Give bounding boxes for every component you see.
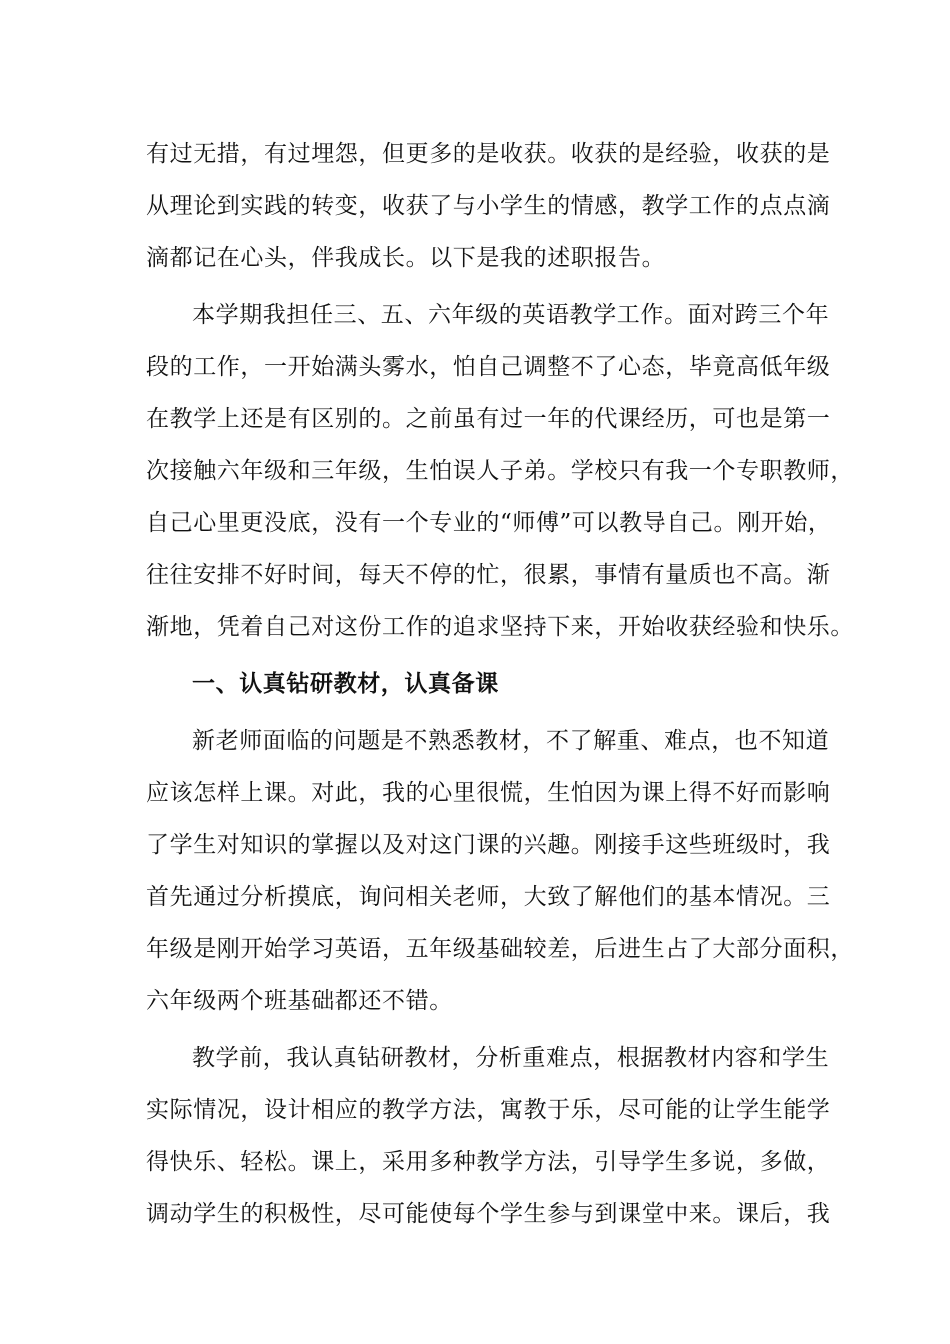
- section-heading-1: [146, 658, 806, 710]
- text-line: 从理论到实践的转变，收获了与小学生的情感，教学工作的点点滴: [146, 193, 831, 219]
- section-heading: 一、认真钻研教材，认真备课: [192, 670, 499, 697]
- text-line: 得快乐、轻松。课上，采用多种教学方法，引导学生多说，多做，: [146, 1149, 831, 1175]
- text-line: 六年级两个班基础都还不错。: [146, 988, 453, 1014]
- text-line: 往往安排不好时间，每天不停的忙，很累，事情有量质也不高。渐: [146, 562, 831, 588]
- text-line: 渐地，凭着自己对这份工作的追求坚持下来，开始收获经验和快乐。: [146, 614, 854, 640]
- text-line: 次接触六年级和三年级，生怕误人子弟。学校只有我一个专职教师，: [146, 458, 854, 484]
- text-line: 段的工作，一开始满头雾水，怕自己调整不了心态，毕竟高低年级: [146, 354, 831, 380]
- text-line: 新老师面临的问题是不熟悉教材，不了解重、难点，也不知道: [192, 728, 830, 754]
- text-line: 实际情况，设计相应的教学方法，寓教于乐，尽可能的让学生能学: [146, 1097, 831, 1123]
- text-line: 了学生对知识的掌握以及对这门课的兴趣。刚接手这些班级时，我: [146, 832, 831, 858]
- text-line: 首先通过分析摸底，询问相关老师，大致了解他们的基本情况。三: [146, 884, 831, 910]
- text-line: 滴都记在心头，伴我成长。以下是我的述职报告。: [146, 245, 666, 271]
- text-line: 有过无措，有过埋怨，但更多的是收获。收获的是经验，收获的是: [146, 141, 831, 167]
- paragraph-before-teaching: [146, 1032, 831, 1240]
- text-line: 应该怎样上课。对此，我的心里很慌，生怕因为课上得不好而影响: [146, 780, 831, 806]
- text-line: 本学期我担任三、五、六年级的英语教学工作。面对跨三个年: [192, 302, 830, 328]
- text-line: 调动学生的积极性，尽可能使每个学生参与到课堂中来。课后，我: [146, 1201, 831, 1227]
- paragraph-new-teacher: [146, 715, 854, 1027]
- paragraph-intro: [146, 128, 831, 284]
- paragraph-semester: [146, 289, 854, 653]
- text-line: 在教学上还是有区别的。之前虽有过一年的代课经历，可也是第一: [146, 406, 831, 432]
- text-line: 自己心里更没底，没有一个专业的“师傅”可以教导自己。刚开始，: [146, 510, 832, 536]
- document-body: [146, 128, 854, 1240]
- text-line: 年级是刚开始学习英语，五年级基础较差，后进生占了大部分面积，: [146, 936, 854, 962]
- text-line: 教学前，我认真钻研教材，分析重难点，根据教材内容和学生: [192, 1045, 830, 1071]
